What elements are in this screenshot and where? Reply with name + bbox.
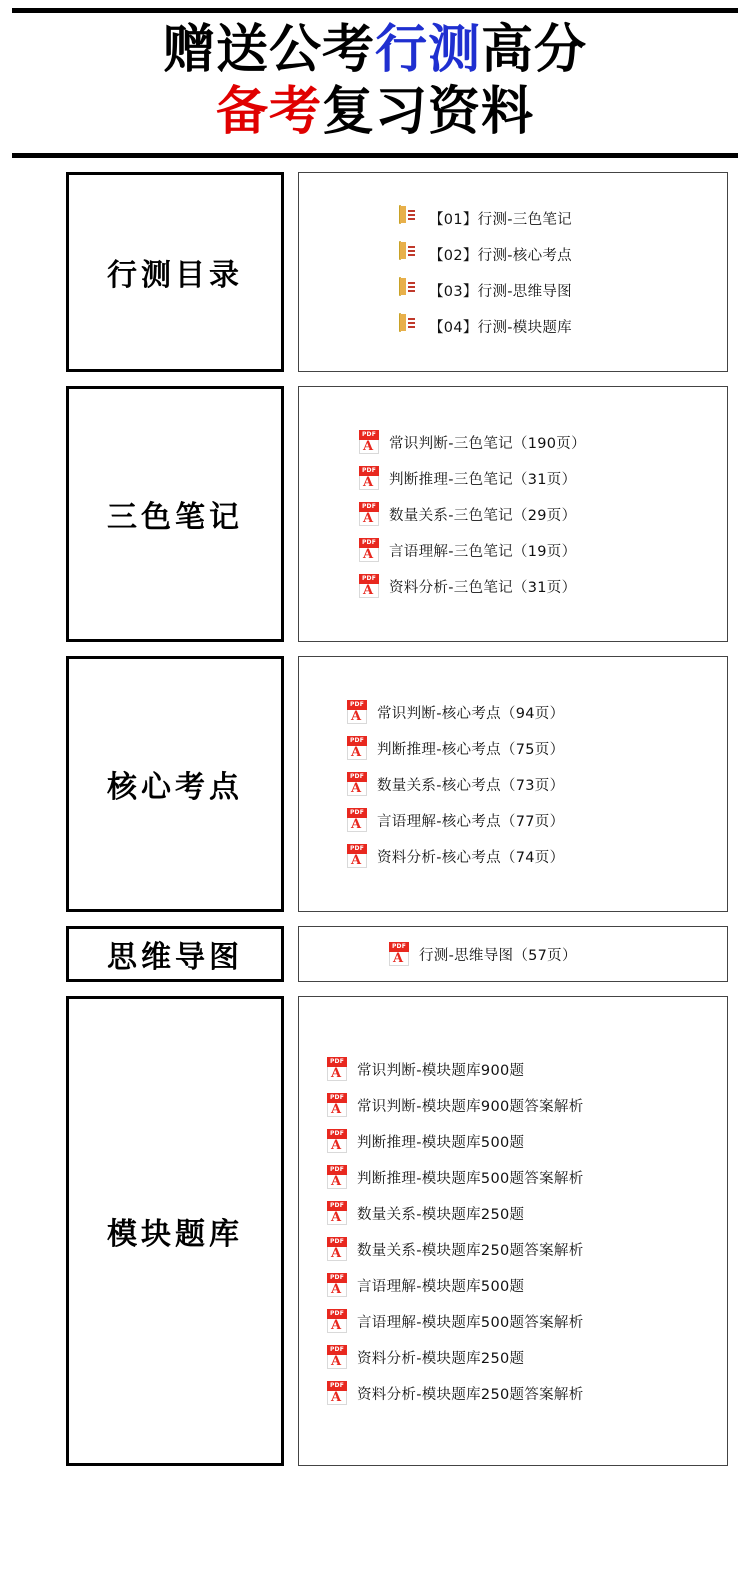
list-item-label: 数量关系-模块题库250题答案解析 — [357, 1242, 584, 1259]
pdf-icon-letter: A — [363, 439, 374, 454]
poster-header — [12, 0, 738, 158]
section-mind-map-label: 思维导图 — [107, 940, 243, 975]
list-item-label: 言语理解-模块题库500题答案解析 — [357, 1314, 584, 1331]
pdf-icon-badge: PDF — [327, 1165, 347, 1175]
pdf-icon — [327, 1093, 347, 1117]
pdf-icon-letter: A — [331, 1246, 342, 1261]
list-item-label: 言语理解-模块题库500题 — [357, 1278, 525, 1295]
list-item[interactable] — [299, 1159, 727, 1195]
pdf-icon-badge: PDF — [327, 1201, 347, 1211]
pdf-icon-badge: PDF — [327, 1345, 347, 1355]
list-item-label: 判断推理-模块题库500题答案解析 — [357, 1170, 584, 1187]
list-item-label: 数量关系-模块题库250题 — [357, 1206, 525, 1223]
pdf-icon-badge: PDF — [389, 942, 409, 952]
list-item[interactable] — [299, 1375, 727, 1411]
list-item-label: 【01】行测-三色笔记 — [429, 211, 572, 228]
section-core-points-label-box — [66, 656, 284, 912]
pdf-icon-letter: A — [363, 547, 374, 562]
pdf-icon-letter: A — [331, 1354, 342, 1369]
section-three-color-notes-list — [298, 386, 728, 642]
pdf-icon — [347, 844, 367, 868]
document-icon — [399, 206, 419, 230]
list-item-label: 行测-思维导图（57页） — [419, 947, 577, 964]
pdf-icon-badge: PDF — [347, 808, 367, 818]
pdf-icon-letter: A — [331, 1102, 342, 1117]
section-mind-map-label-box — [66, 926, 284, 982]
title-part-4: 备考 — [215, 82, 322, 142]
pdf-icon-badge: PDF — [327, 1309, 347, 1319]
pdf-icon — [347, 808, 367, 832]
list-item-label: 数量关系-核心考点（73页） — [377, 777, 565, 794]
pdf-icon — [359, 574, 379, 598]
list-item-label: 资料分析-模块题库250题答案解析 — [357, 1386, 584, 1403]
list-item-label: 常识判断-模块题库900题答案解析 — [357, 1098, 584, 1115]
pdf-icon-badge: PDF — [359, 466, 379, 476]
pdf-icon-letter: A — [351, 745, 362, 760]
section-three-color-notes-label: 三色笔记 — [107, 500, 243, 535]
title-line-2 — [12, 81, 738, 143]
pdf-icon — [327, 1273, 347, 1297]
list-item[interactable] — [299, 424, 727, 460]
pdf-icon — [359, 502, 379, 526]
list-item-label: 【03】行测-思维导图 — [429, 283, 572, 300]
list-item[interactable] — [299, 1087, 727, 1123]
title-line-1 — [12, 19, 738, 81]
document-icon — [399, 278, 419, 302]
list-item[interactable] — [299, 272, 727, 308]
pdf-icon — [327, 1237, 347, 1261]
list-item[interactable] — [299, 936, 727, 972]
pdf-icon-letter: A — [331, 1174, 342, 1189]
list-item[interactable] — [299, 766, 727, 802]
header-top-rule — [12, 8, 738, 13]
section-catalog-label-box — [66, 172, 284, 372]
pdf-icon — [359, 430, 379, 454]
list-item[interactable] — [299, 200, 727, 236]
section-core-points-label: 核心考点 — [107, 770, 243, 805]
document-icon — [399, 242, 419, 266]
pdf-icon-letter: A — [363, 511, 374, 526]
pdf-icon-badge: PDF — [347, 700, 367, 710]
list-item[interactable] — [299, 1267, 727, 1303]
pdf-icon-letter: A — [393, 951, 404, 966]
list-item-label: 数量关系-三色笔记（29页） — [389, 507, 577, 524]
section-mind-map — [12, 926, 738, 982]
list-item[interactable] — [299, 460, 727, 496]
pdf-icon-letter: A — [351, 817, 362, 832]
pdf-icon — [327, 1309, 347, 1333]
pdf-icon — [389, 942, 409, 966]
pdf-icon — [327, 1345, 347, 1369]
title-part-2: 行测 — [374, 20, 481, 80]
pdf-icon-letter: A — [363, 475, 374, 490]
pdf-icon-letter: A — [331, 1138, 342, 1153]
section-core-points — [12, 656, 738, 912]
pdf-icon-letter: A — [351, 781, 362, 796]
list-item-label: 常识判断-三色笔记（190页） — [389, 435, 586, 452]
list-item-label: 【04】行测-模块题库 — [429, 319, 572, 336]
pdf-icon — [327, 1057, 347, 1081]
pdf-icon — [359, 538, 379, 562]
section-mind-map-list — [298, 926, 728, 982]
list-item[interactable] — [299, 568, 727, 604]
list-item-label: 资料分析-三色笔记（31页） — [389, 579, 577, 596]
pdf-icon — [347, 736, 367, 760]
list-item[interactable] — [299, 1303, 727, 1339]
pdf-icon-letter: A — [351, 709, 362, 724]
list-item[interactable] — [299, 1195, 727, 1231]
list-item-label: 常识判断-核心考点（94页） — [377, 705, 565, 722]
list-item-label: 资料分析-模块题库250题 — [357, 1350, 525, 1367]
pdf-icon-badge: PDF — [327, 1237, 347, 1247]
list-item[interactable] — [299, 1123, 727, 1159]
pdf-icon-badge: PDF — [347, 736, 367, 746]
pdf-icon-badge: PDF — [327, 1129, 347, 1139]
title-part-5: 复习资料 — [322, 82, 535, 142]
pdf-icon-badge: PDF — [359, 574, 379, 584]
pdf-icon — [327, 1201, 347, 1225]
section-catalog-label: 行测目录 — [107, 258, 243, 293]
pdf-icon — [327, 1165, 347, 1189]
pdf-icon-letter: A — [331, 1318, 342, 1333]
pdf-icon-badge: PDF — [347, 844, 367, 854]
pdf-icon-badge: PDF — [359, 502, 379, 512]
pdf-icon — [327, 1129, 347, 1153]
pdf-icon-badge: PDF — [359, 430, 379, 440]
pdf-icon-badge: PDF — [327, 1057, 347, 1067]
pdf-icon-badge: PDF — [327, 1093, 347, 1103]
pdf-icon-letter: A — [351, 853, 362, 868]
pdf-icon-letter: A — [331, 1390, 342, 1405]
pdf-icon-letter: A — [331, 1282, 342, 1297]
section-module-bank-label-box — [66, 996, 284, 1466]
pdf-icon-badge: PDF — [347, 772, 367, 782]
list-item-label: 言语理解-核心考点（77页） — [377, 813, 565, 830]
list-item-label: 判断推理-核心考点（75页） — [377, 741, 565, 758]
list-item[interactable] — [299, 532, 727, 568]
list-item[interactable] — [299, 308, 727, 344]
pdf-icon-letter: A — [363, 583, 374, 598]
pdf-icon-badge: PDF — [359, 538, 379, 548]
pdf-icon — [347, 700, 367, 724]
list-item-label: 资料分析-核心考点（74页） — [377, 849, 565, 866]
list-item-label: 判断推理-三色笔记（31页） — [389, 471, 577, 488]
section-three-color-notes — [12, 386, 738, 642]
list-item-label: 言语理解-三色笔记（19页） — [389, 543, 577, 560]
list-item[interactable] — [299, 730, 727, 766]
list-item[interactable] — [299, 236, 727, 272]
list-item[interactable] — [299, 838, 727, 874]
pdf-icon-letter: A — [331, 1210, 342, 1225]
list-item[interactable] — [299, 1339, 727, 1375]
section-catalog-list — [298, 172, 728, 372]
pdf-icon — [327, 1381, 347, 1405]
section-module-bank — [12, 996, 738, 1466]
list-item[interactable] — [299, 1231, 727, 1267]
pdf-icon-badge: PDF — [327, 1273, 347, 1283]
section-catalog — [12, 172, 738, 372]
section-module-bank-list — [298, 996, 728, 1466]
document-icon — [399, 314, 419, 338]
pdf-icon-letter: A — [331, 1066, 342, 1081]
pdf-icon — [359, 466, 379, 490]
list-item[interactable] — [299, 1051, 727, 1087]
section-three-color-notes-label-box — [66, 386, 284, 642]
header-bottom-rule — [12, 153, 738, 158]
title-part-1: 赠送公考 — [162, 20, 375, 80]
list-item-label: 判断推理-模块题库500题 — [357, 1134, 525, 1151]
list-item[interactable] — [299, 496, 727, 532]
list-item-label: 【02】行测-核心考点 — [429, 247, 572, 264]
pdf-icon-badge: PDF — [327, 1381, 347, 1391]
section-module-bank-label: 模块题库 — [107, 1217, 243, 1252]
list-item[interactable] — [299, 802, 727, 838]
pdf-icon — [347, 772, 367, 796]
section-core-points-list — [298, 656, 728, 912]
title-part-3: 高分 — [481, 20, 588, 80]
list-item[interactable] — [299, 694, 727, 730]
list-item-label: 常识判断-模块题库900题 — [357, 1062, 525, 1079]
